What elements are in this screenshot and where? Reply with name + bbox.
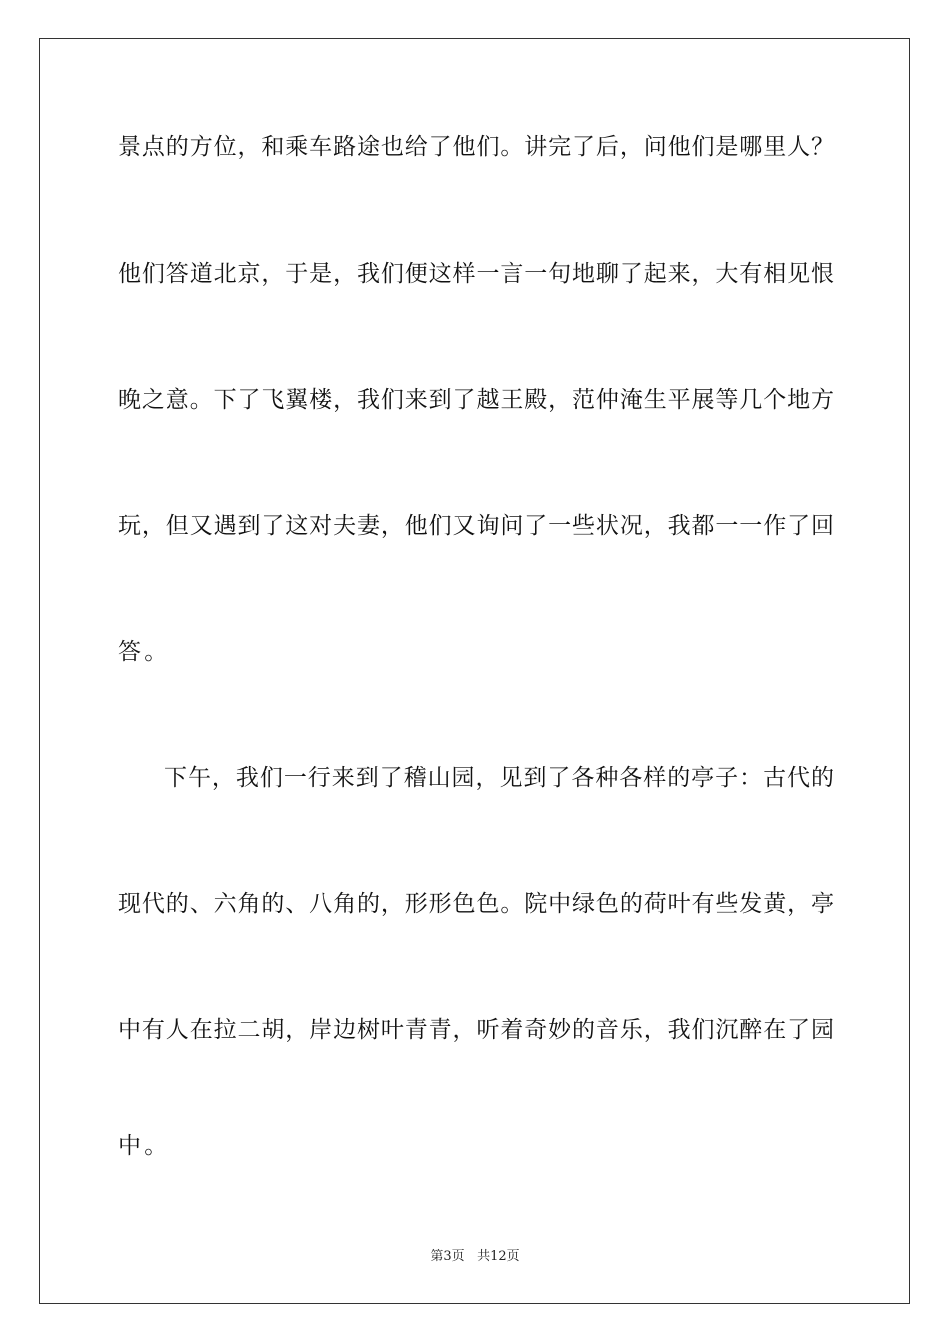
text-line-7: 现代的、六角的、八角的，形形色色。院中绿色的荷叶有些发黄，亭	[118, 891, 834, 917]
text-line-8: 中有人在拉二胡，岸边树叶青青，听着奇妙的音乐，我们沉醉在了园	[118, 1017, 834, 1043]
total-pages: 共12页	[477, 1249, 520, 1264]
page-frame	[39, 38, 910, 1304]
text-line-2: 他们答道北京，于是，我们便这样一言一句地聊了起来，大有相见恨	[118, 261, 834, 287]
paragraph-2-first-line: 下午，我们一行来到了稽山园，见到了各种各样的亭子：古代的	[164, 765, 834, 791]
text-line-9: 中。	[118, 1133, 171, 1159]
text-line-5: 答。	[118, 639, 171, 665]
page-number: 第3页	[430, 1249, 465, 1264]
text-line-3: 晚之意。下了飞翼楼，我们来到了越王殿，范仲淹生平展等几个地方	[118, 387, 834, 413]
text-line-1: 景点的方位，和乘车路途也给了他们。讲完了后，问他们是哪里人？	[118, 134, 834, 160]
text-line-4: 玩，但又遇到了这对夫妻，他们又询问了一些状况，我都一一作了回	[118, 513, 834, 539]
page-footer	[0, 1248, 950, 1266]
